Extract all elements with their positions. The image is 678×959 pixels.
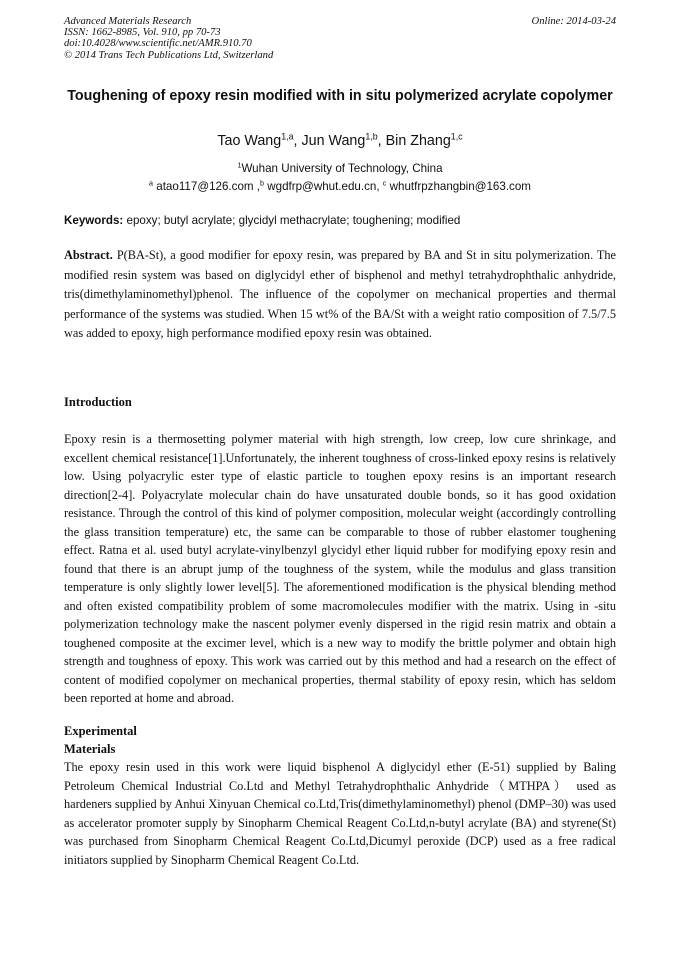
paper-title: Toughening of epoxy resin modified with in situ polymerized acrylate copolymer	[67, 88, 613, 104]
journal-header	[64, 16, 616, 61]
copyright-line: © 2014 Trans Tech Publications Ltd, Switzerland	[64, 49, 274, 61]
abstract-label: Abstract.	[64, 248, 113, 262]
affiliation-text: Wuhan University of Technology, China	[241, 162, 443, 175]
online-date: Online: 2014-03-24	[531, 16, 616, 27]
author-affiliation-marker: 1,c	[450, 131, 463, 142]
author-affiliation-marker: 1,b	[365, 131, 378, 142]
email-marker: c	[382, 178, 387, 188]
author-name: Jun Wang	[301, 133, 366, 149]
abstract	[64, 246, 616, 344]
affiliation	[64, 161, 616, 177]
author-name: Bin Zhang	[385, 133, 451, 149]
keywords-text: epoxy; butyl acrylate; glycidyl methacrylate; toughening; modified	[126, 214, 461, 227]
journal-name: Advanced Materials Research	[64, 16, 192, 27]
email-address: wgdfrp@whut.edu.cn	[267, 180, 377, 193]
introduction-paragraph: Epoxy resin is a thermosetting polymer material with high strength, low creep, low cure shrinkage, and excellent chemical resistance[1].Unfortunately, the inherent toughness of cross-linked epoxy resins is relatively low. Using polyacrylic ester type of elastic particle to toughen epoxy resins is an important research direction[2-4]. Polyacrylate molecular chain do have unsaturated double bonds, so it has good oxidation resistance. Through the control of this kind of polymer composition, molecular weight (accordingly controlling the glass transition temperature) etc, the same can be comparable to those of rubber elastomer toughening effect. Ratna et al. used butyl acrylate-vinylbenzyl glycidyl ether liquid rubber for modifying epoxy resin and found that there is an abrupt jump of the toughness of the system, while the modulus and glass transition temperature is only slightly lower level[5]. The aforementioned modification is the physical blending method and often existed compatibility problem of some macromolecules modifier with the matrix. Using in -situ polymerization technology make the nascent polymer evenly dispersed in the rigid resin matrix and obtain a toughened composite at the excimer level, which is a new way to modify the brittle polymer and obtain high strength and toughness of epoxy. This work was carried out by this method and had a research on the effect of content of modified copolymer on mechanical properties, thermal stability of epoxy resin, which has seldom been reported at home and abroad.	[64, 432, 616, 705]
materials-paragraph: The epoxy resin used in this work were liquid bisphenol A diglycidyl ether (E-51) supplied by Baling Petroleum Chemical Industrial Co.Ltd and Methyl Tetrahydrophthalic Anhydride（MTHPA） used as hardeners supplied by Anhui Xinyuan Chemical co.Ltd,Tris(dimethylaminomethyl) phenol (DMP–30) was used as accelerator promoter supply by Sinopharm Chemical Reagent Co.Ltd,n-butyl acrylate (BA) and styrene(St) was purchased from Sinopharm Chemical Reagent Co.Ltd,Dicumyl peroxide (DCP) used as a free radical initiators supplied by Sinopharm Chemical Reagent Co.Ltd.	[64, 760, 616, 867]
email-marker: a	[149, 178, 154, 188]
issn-line: ISSN: 1662-8985, Vol. 910, pp 70-73	[64, 27, 221, 39]
affiliation-marker: 1	[237, 160, 242, 170]
author-name: Tao Wang	[217, 133, 282, 149]
email-address: whutfrpzhangbin@163.com	[389, 180, 531, 193]
section-heading-experimental: Experimental	[64, 724, 137, 738]
author-emails: $^a$ atao117@126.com ,$^b$ wgdfrp@whut.edu.cn, $^c$ whutfrpzhangbin@163.com	[149, 178, 531, 193]
abstract-text: P(BA-St), a good modifier for epoxy resin, was prepared by BA and St in situ polymerization. The modified resin system was based on diglycidyl ether of bisphenol and methyl tetrahydrophthalic anhydride, tris(dimethylaminomethyl)phenol. The influence of the copolymer on mechanical properties and thermal performance of the systems was studied. When 15 wt% of the BA/St with a weight ratio composition of 7.5/7.5 was added to epoxy, high performance modified epoxy resin was obtained.	[64, 248, 617, 340]
author-list: Tao Wang$^{1,a}$, Jun Wang$^{1,b}$, Bin Zhang$^{1,c}$	[217, 131, 463, 149]
author-affiliation-marker: 1,a	[281, 131, 294, 142]
doi-line: doi:10.4028/www.scientific.net/AMR.910.70	[64, 38, 252, 50]
email-marker: b	[260, 178, 265, 188]
keywords	[64, 213, 616, 229]
section-heading-introduction: Introduction	[64, 395, 132, 409]
email-address: atao117@126.com	[156, 180, 254, 193]
keywords-label: Keywords:	[64, 214, 124, 227]
subsection-heading-materials: Materials	[64, 742, 116, 756]
